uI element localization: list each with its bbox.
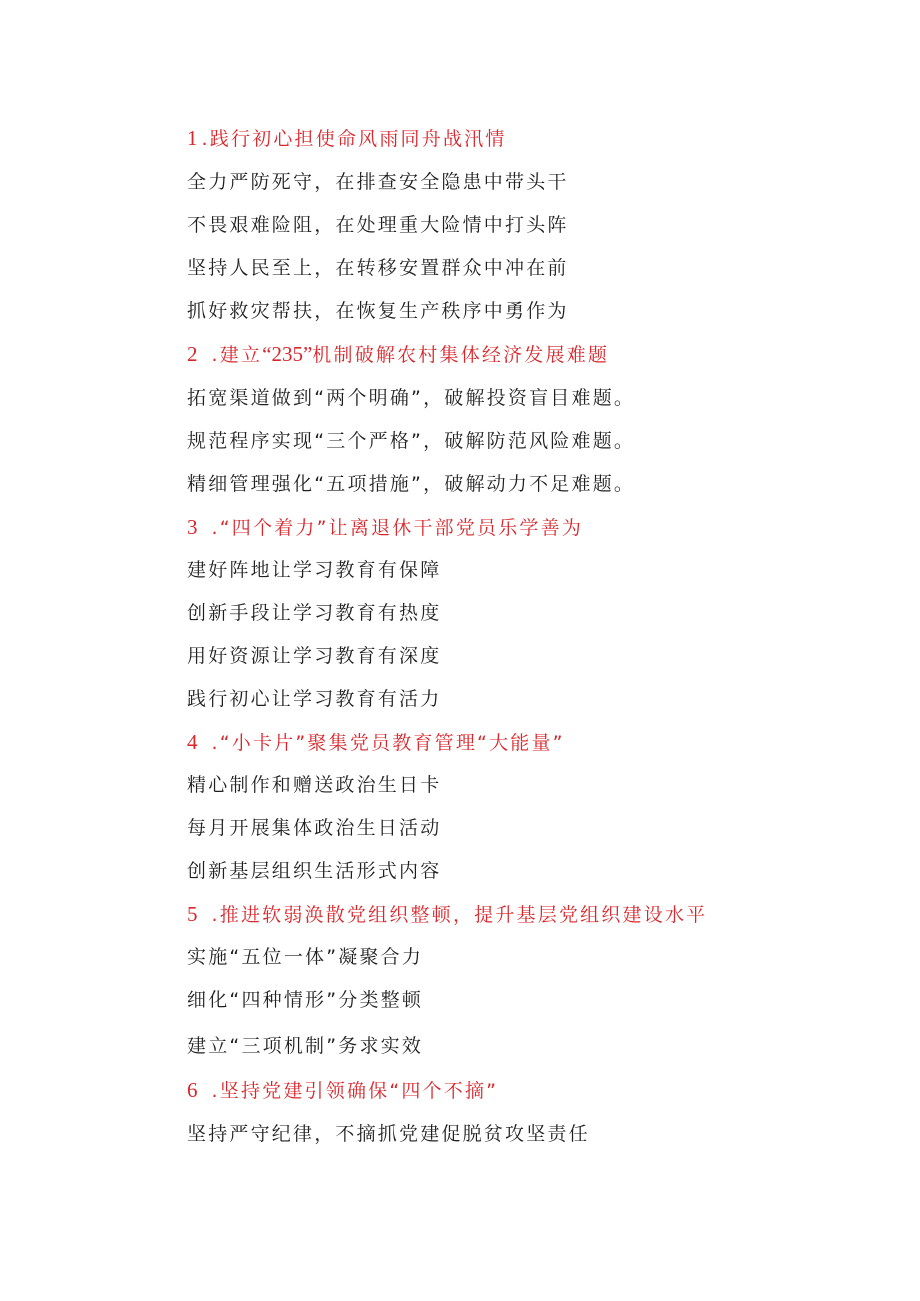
section-item: 建好阵地让学习教育有保障: [187, 559, 442, 581]
section-item: 拓宽渠道做到“两个明确”，破解投资盲目难题。: [187, 387, 636, 409]
section-heading-4: [187, 729, 565, 756]
section-heading-1: [187, 125, 507, 152]
section-item: 创新手段让学习教育有热度: [187, 602, 442, 624]
section-item: 坚持人民至上，在转移安置群众中冲在前: [187, 257, 569, 279]
section-item: 创新基层组织生活形式内容: [187, 860, 442, 882]
section-title: .“四个着力”让离退休干部党员乐学善为: [211, 517, 584, 539]
section-title: .践行初心担使命风雨同舟战汛情: [201, 128, 507, 150]
section-item: 实施“五位一体”凝聚合力: [187, 946, 424, 968]
section-title-part: 机制破解农村集体经济发展难题: [312, 344, 610, 366]
section-item: 坚持严守纪律，不摘抓党建促脱贫攻坚责任: [187, 1123, 590, 1145]
section-item: 精细管理强化“五项措施”，破解动力不足难题。: [187, 473, 636, 495]
section-title: .坚持党建引领确保“四个不摘”: [211, 1080, 499, 1102]
section-title-part: “235”: [262, 342, 313, 366]
section-heading-6: [187, 1077, 498, 1104]
section-item: 建立“三项机制”务求实效: [187, 1035, 424, 1057]
section-title: .推进软弱涣散党组织整顿，提升基层党组织建设水平: [211, 904, 708, 926]
section-number: 1: [187, 126, 198, 150]
section-item: 每月开展集体政治生日活动: [187, 817, 442, 839]
section-item: 全力严防死守，在排查安全隐患中带头干: [187, 171, 569, 193]
section-heading-5: [187, 901, 707, 928]
section-item: 规范程序实现“三个严格”，破解防范风险难题。: [187, 430, 636, 452]
section-number: 4: [187, 730, 198, 754]
section-number: 5: [187, 902, 198, 926]
section-item: 践行初心让学习教育有活力: [187, 688, 442, 710]
section-number: 6: [187, 1078, 198, 1102]
section-number: 2: [187, 342, 198, 366]
section-item: 细化“四种情形”分类整顿: [187, 989, 424, 1011]
section-heading-3: [187, 514, 583, 541]
section-item: 抓好救灾帮扶，在恢复生产秩序中勇作为: [187, 300, 569, 322]
section-item: 用好资源让学习教育有深度: [187, 645, 442, 667]
section-number: 3: [187, 515, 198, 539]
section-item: 不畏艰难险阻，在处理重大险情中打头阵: [187, 214, 569, 236]
section-item: 精心制作和赠送政治生日卡: [187, 774, 442, 796]
section-title-part: .建立: [211, 344, 263, 366]
section-title: .“小卡片”聚集党员教育管理“大能量”: [211, 732, 565, 754]
section-heading-2: [187, 341, 609, 368]
